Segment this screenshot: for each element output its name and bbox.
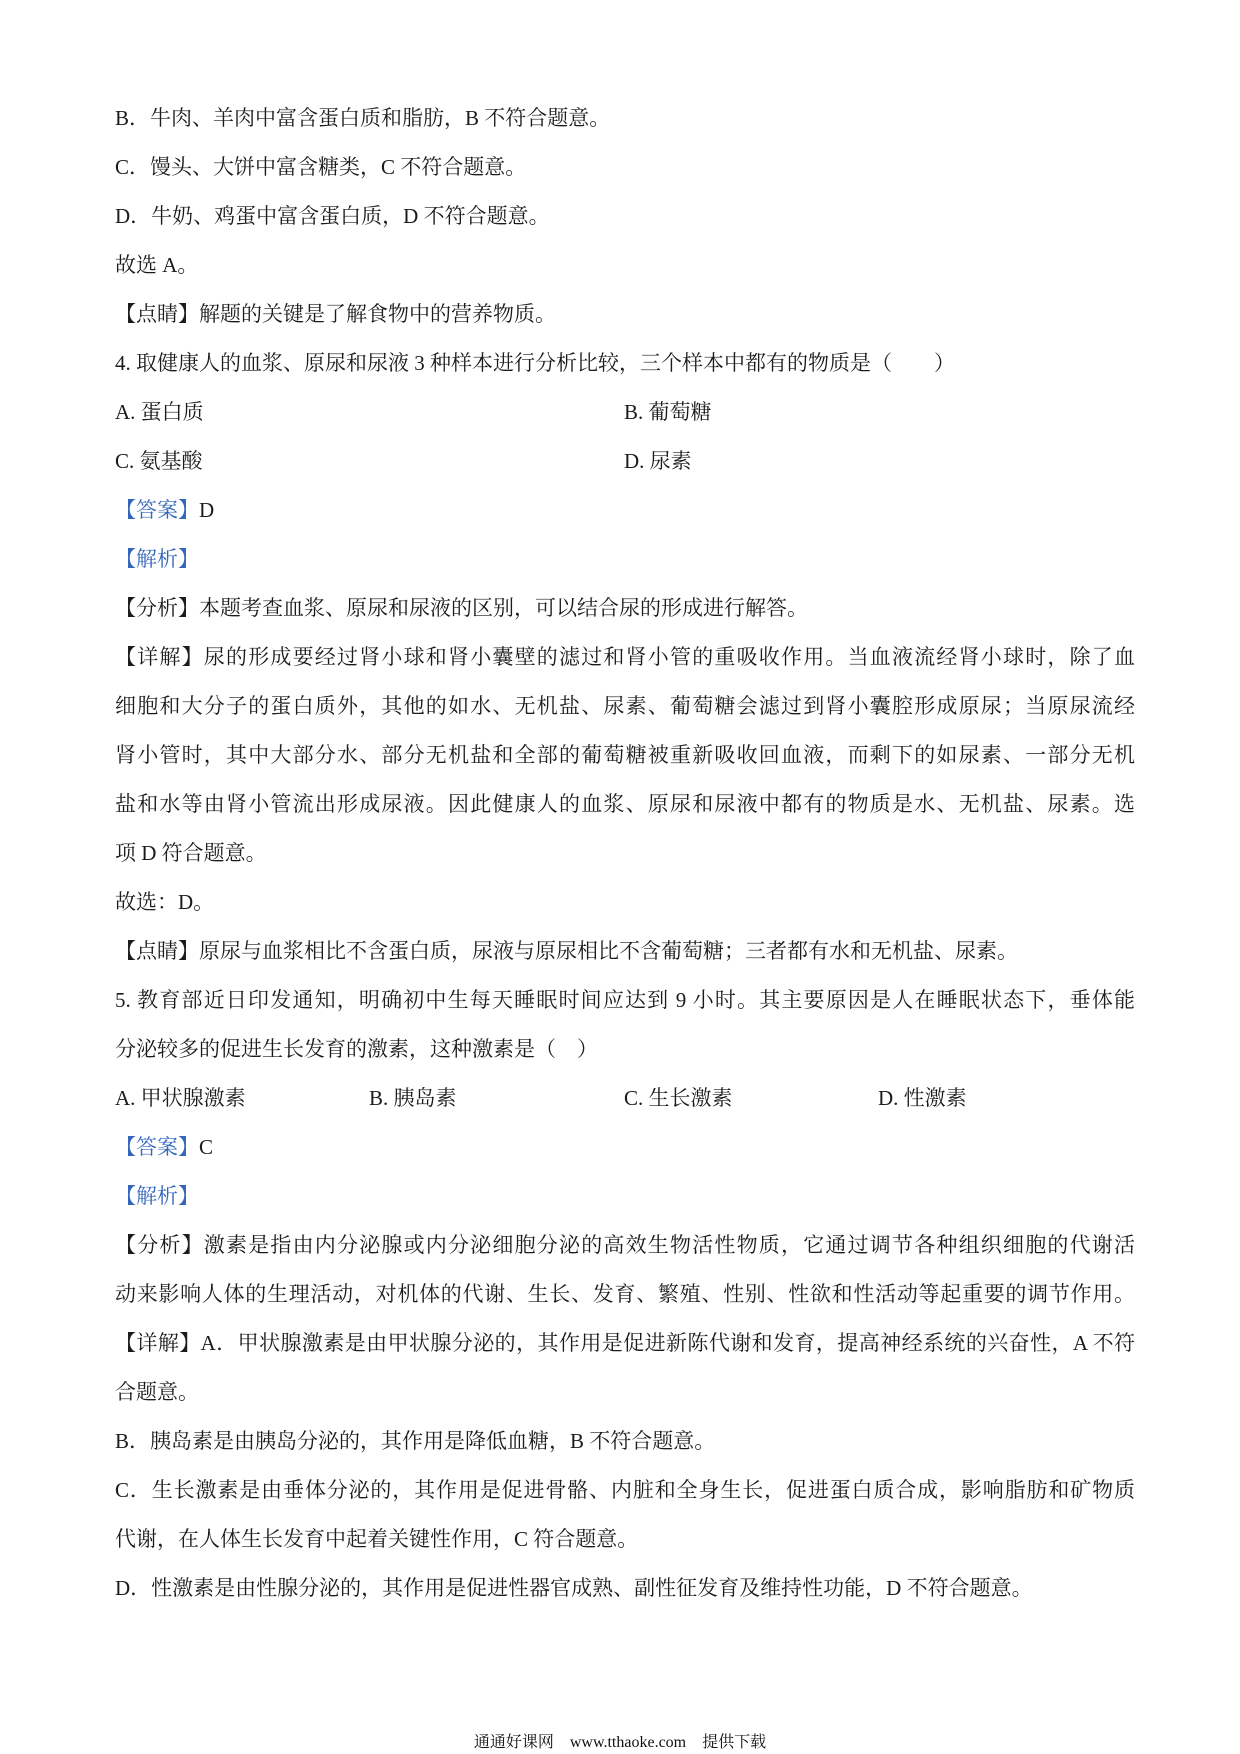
- q3-conclusion: 故选 A。: [115, 253, 199, 277]
- q5-detail-line: 【详解】A．甲状腺激素是由甲状腺分泌的，其作用是促进新陈代谢和发育，提高神经系统的兴奋性，A 不符: [115, 1331, 1135, 1355]
- q5-option-c-explanation: 代谢，在人体生长发育中起着关键性作用，C 符合题意。: [115, 1527, 639, 1551]
- q5-answer: [115, 1123, 1135, 1172]
- q4-stem: 4. 取健康人的血浆、原尿和尿液 3 种样本进行分析比较，三个样本中都有的物质是（ ）: [115, 351, 955, 375]
- q5-analysis-line: 动来影响人体的生理活动，对机体的代谢、生长、发育、繁殖、性别、性欲和性活动等起重要的调节作用。: [115, 1282, 1135, 1306]
- q4-analysis: 【分析】本题考查血浆、原尿和尿液的区别，可以结合尿的形成进行解答。: [115, 596, 808, 620]
- q3-option-b-explanation: B．牛肉、羊肉中富含蛋白质和脂肪，B 不符合题意。: [115, 106, 611, 130]
- q5-stem-line: 分泌较多的促进生长发育的激素，这种激素是（ ）: [115, 1037, 598, 1061]
- q3-tip: 【点睛】解题的关键是了解食物中的营养物质。: [115, 302, 556, 326]
- q3-option-c-explanation: C．馒头、大饼中富含糖类，C 不符合题意。: [115, 155, 527, 179]
- q4-options-row-2: [115, 437, 1135, 486]
- q4-detail-line: 细胞和大分子的蛋白质外，其他的如水、无机盐、尿素、葡萄糖会滤过到肾小囊腔形成原尿；当原尿流经: [115, 694, 1135, 718]
- q4-answer: [115, 486, 1135, 535]
- page-footer: [0, 1733, 1240, 1753]
- q5-answer-value: C: [199, 1135, 214, 1159]
- q4-explanation-heading: 【解析】: [115, 547, 199, 571]
- q5-option-d-explanation: D．性激素是由性腺分泌的，其作用是促进性器官成熟、副性征发育及维持性功能，D 不符合题意。: [115, 1576, 1033, 1600]
- q4-option-b: B. 葡萄糖: [624, 400, 712, 424]
- q4-detail-line: 盐和水等由肾小管流出形成尿液。因此健康人的血浆、原尿和尿液中都有的物质是水、无机盐、尿素。选: [115, 792, 1135, 816]
- q5-explanation-heading: 【解析】: [115, 1184, 199, 1208]
- q5-option-d: D. 性激素: [878, 1086, 967, 1110]
- q4-answer-value: D: [199, 498, 215, 522]
- q5-option-c: C. 生长激素: [624, 1086, 733, 1110]
- q5-answer-label: 【答案】: [115, 1135, 199, 1159]
- q5-analysis-line: 【分析】激素是指由内分泌腺或内分泌细胞分泌的高效生物活性物质，它通过调节各种组织细胞的代谢活: [115, 1233, 1135, 1257]
- document-body: [115, 94, 1135, 1613]
- q4-detail-line: 肾小管时，其中大部分水、部分无机盐和全部的葡萄糖被重新吸收回血液，而剩下的如尿素、一部分无机: [115, 743, 1135, 767]
- q5-option-c-explanation: C．生长激素是由垂体分泌的，其作用是促进骨骼、内脏和全身生长，促进蛋白质合成，影响脂肪和矿物质: [115, 1478, 1135, 1502]
- q4-answer-label: 【答案】: [115, 498, 199, 522]
- footer-url: www.tthaoke.com: [569, 1734, 687, 1751]
- footer-suffix: 提供下载: [702, 1734, 767, 1751]
- q5-option-b: B. 胰岛素: [369, 1086, 457, 1110]
- q5-option-a: A. 甲状腺激素: [115, 1086, 246, 1110]
- q5-options-row: [115, 1074, 1135, 1123]
- q5-detail-line: 合题意。: [115, 1380, 199, 1404]
- q4-conclusion: 故选：D。: [115, 890, 215, 914]
- q3-option-d-explanation: D．牛奶、鸡蛋中富含蛋白质，D 不符合题意。: [115, 204, 550, 228]
- q4-option-a: A. 蛋白质: [115, 400, 204, 424]
- q4-detail-line: 项 D 符合题意。: [115, 841, 267, 865]
- q5-stem-line: 5. 教育部近日印发通知，明确初中生每天睡眠时间应达到 9 小时。其主要原因是人在睡眠状态下，垂体能: [115, 988, 1135, 1012]
- q4-option-d: D. 尿素: [624, 449, 692, 473]
- q4-options-row-1: [115, 388, 1135, 437]
- q4-detail-line: 【详解】尿的形成要经过肾小球和肾小囊壁的滤过和肾小管的重吸收作用。当血液流经肾小球时，除了血: [115, 645, 1135, 669]
- footer-site-name: 通通好课网: [473, 1734, 554, 1751]
- q4-option-c: C. 氨基酸: [115, 449, 203, 473]
- q5-option-b-explanation: B．胰岛素是由胰岛分泌的，其作用是降低血糖，B 不符合题意。: [115, 1429, 716, 1453]
- q4-tip: 【点睛】原尿与血浆相比不含蛋白质，尿液与原尿相比不含葡萄糖；三者都有水和无机盐、尿素。: [115, 939, 1018, 963]
